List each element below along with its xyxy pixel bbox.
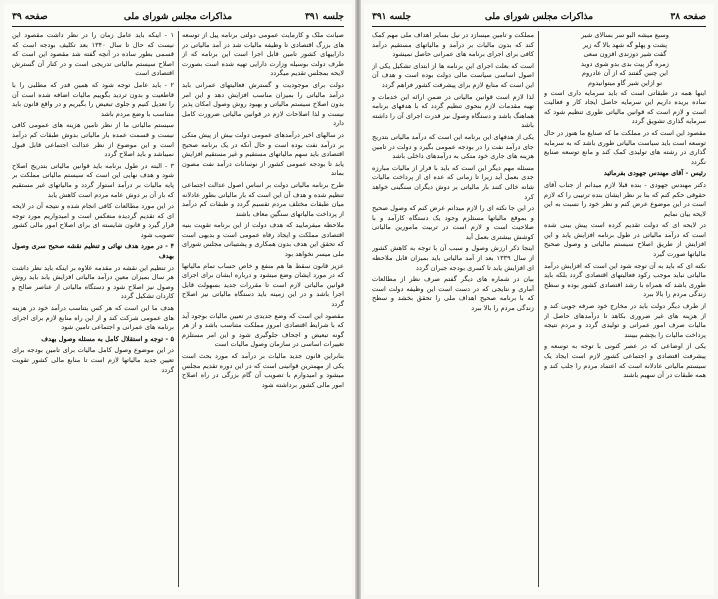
header-rule xyxy=(12,26,344,27)
paragraph: لذا لازم است قوانین مالیاتی در ضمن ارائه این خدمات و تهیه مقدمات لازم بنحوی تنظیم گردد که با هدفهای برنامه هماهنگ باشد و دستگاه وصول نیز قدرت اجرای آن را داشته باشد xyxy=(372,92,534,130)
page-39 xyxy=(4,4,352,595)
paragraph: در تنظیم این نقشه در مقدمه علاوه بر اینکه باید نظر داشت هر سال بمیزان معین درآمد مالیاتی افزایش یابد باید روش وصول نیز اصلاح شود و دستگاه مالیاتی از عناصر صالح و کاردان تشکیل گردد xyxy=(12,263,174,301)
paragraph: نکته ای که باید به آن توجه شود این است که افزایش درآمد مالیاتی نباید موجب رکود فعالیتهای اقتصادی گردد بلکه باید طوری باشد که همراه با رشد اقتصادی کشور بوده و سطح زندگی مردم را بالا ببرد xyxy=(544,261,706,299)
paragraph: یکی از هدفهای این برنامه این است که درآمد مالیاتی بتدریج جای درآمد نفت را در بودجه عمومی بگیرد و دولت در تامین هزینه های جاری خود متکی به درآمدهای داخلی باشد xyxy=(372,132,534,161)
text-column-right xyxy=(182,31,344,589)
paragraph: طرح برنامه مالیاتی دولت بر اساس اصول عدالت اجتماعی تنظیم شده و هدف آن این است که بار مالیاتی بطور عادلانه میان طبقات مختلف مردم تقسیم گردد و طبقات کم درآمد از پرداخت مالیاتهای سنگین معاف باشند xyxy=(182,180,344,218)
page-header xyxy=(372,10,706,24)
poem-line: تو ازاین شیر گاو میتوانیدوم xyxy=(587,78,663,87)
text-column-left xyxy=(12,31,174,589)
speaker-line: رئیس - آقای مهندس جهودی بفرمائید xyxy=(603,169,706,178)
paragraph: دکتر مهندس جهودی - بنده قبلا لازم میدانم از جناب آقای حقوقی حکم کنم که بنا بر نظر ایشان بنده ترتیبی را که لازم است در این موضوع عرض کنم و نظر خود را نسبت به این لایحه بیان نمایم xyxy=(544,180,706,218)
paragraph: در این جا نکته ای را لازم میدانم عرض کنم که وصول صحیح و بموقع مالیاتها مستلزم وجود یک دستگاه کارآمد و با صلاحیت است و لازم است در تربیت مامورین مالیاتی کوشش بیشتری بعمل آید xyxy=(372,204,534,241)
header-page-number: صفحه ۳۹ xyxy=(12,12,48,22)
paragraph: مسئله مهم دیگر این است که باید با فرار از مالیات مبارزه جدی بعمل آید زیرا تا زمانی که عده ای از پرداخت مالیات شانه خالی کنند بار مالیاتی بر دوش دیگران سنگینی خواهد کرد xyxy=(372,163,534,201)
text-column-right xyxy=(544,31,706,589)
header-title: مذاکرات مجلس شورای ملی xyxy=(484,12,594,22)
paragraph: دولت برای موجودیت و گسترش فعالیتهای عمرانی باید درآمد مالیاتی را بمیزان مناسب افزایش دهد و این امر بدون اصلاح سیستم مالیاتی و بهبود روش وصول امکان پذیر نیست و لذا اصلاحات لازم در قوانین مالیاتی ضرورت کامل دارد xyxy=(182,80,344,128)
header-session: جلسه ۳۹۱ xyxy=(372,12,412,22)
paragraph: یکی از اوضاعی که در عصر کنونی با توجه به توسعه و پیشرفت اقتصادی و اجتماعی کشور لازم است ایجاد یک سیستم مالیاتی عادلانه است که اعتماد مردم را جلب کند و همه طبقات در آن سهیم باشند xyxy=(544,342,706,380)
poem-line: زمره گز پیت بدی بدو شوی دوید xyxy=(581,59,669,68)
paragraph: در سالهای اخیر درآمدهای عمومی دولت بیش از پیش متکی بر درآمد نفت بوده است و حال آنکه در یک برنامه صحیح اقتصادی باید سهم مالیاتهای مستقیم و غیر مستقیم افزایش یابد تا بودجه عمومی کشور از نوسانات درآمد نفت مصون بماند xyxy=(182,130,344,178)
paragraph: سیستم مالیاتی ما از نظر تامین هزینه های عمومی کافی نیست و قسمت عمده بار مالیاتی بدوش طبقات کم درآمد است و این موضوع از نظر عدالت اجتماعی قابل قبول نمیباشد و باید اصلاح گردد xyxy=(12,121,174,159)
column-divider xyxy=(178,31,179,587)
poem-line: پشت و پهلو گه شهد بالا گه زیر xyxy=(582,40,668,49)
paragraph: ۳ - البته در طول برنامه باید قوانین مالیاتی بتدریج اصلاح شود و هدف نهایی این است که سیستم مالیاتی مملکت بر پایه مالیات بر درآمد استوار گردد و مالیاتهای غیر مستقیم که بار آن بر دوش عامه مردم است کاهش یابد xyxy=(12,161,174,199)
section-heading: ۵ - توجه و استقلال کامل به مسئله وصول بهدف xyxy=(41,334,174,343)
book-gutter xyxy=(355,0,361,599)
section-heading: ۴ - در مورد هدف نهائی و تنظیم نقشه صحیح سری وصول بهدف xyxy=(12,242,174,261)
page-header xyxy=(12,10,344,24)
paragraph: در این مورد مطالعات کافی انجام شده و نتیجه آن در لایحه ای که تقدیم گردیده منعکس است و امیدواریم مورد توجه قرار گیرد و قانون شایسته ای برای اصلاح امور مالی کشور تصویب شود xyxy=(12,202,174,239)
text-column-left xyxy=(372,31,534,589)
header-rule xyxy=(372,26,706,27)
paragraph: است که بعلت اجرای این برنامه ها از ابتدای تشکیل یکی از اصول اساسی سیاست مالی دولت بوده است و هدف آن این است که منابع لازم برای پیشرفت کشور فراهم گردد xyxy=(372,61,534,89)
paragraph: ۲ - باید عامل توجه شود که همین قدر که مطلبی را با قاطعیت و بدون تردید بگوییم مالیات اضافه شده است آن را تعدیل کنیم و جلوی تبعیض را بگیریم و در واقع قانون باید متناسب با وضع مردم باشد xyxy=(12,80,174,118)
paragraph: ملاحظه میفرمایید که هدف دولت از این برنامه تقویت بنیه اقتصادی مملکت و ایجاد رفاه عمومی است و بدیهی است که تحقق این هدف بدون همکاری و پشتیبانی مجلس شورای ملی میسر نخواهد بود xyxy=(182,221,344,259)
paragraph: صیانت ملک و کارمایت عمومی دولتی برنامه پیل از توسعه های بزرگ اقتصادی تا وظیفه مالیات شد در آمد مالیاتی در داراییهای کشور تامین قابل اجرا است این برنامه که از طرف دولت بوسیله وزارت دارایی تهیه شده است بصورت لایحه بمجلس تقدیم میگردد xyxy=(182,31,344,78)
page-38 xyxy=(364,4,714,595)
paragraph: در این موضوع وصول کامل مالیات برای تامین بودجه برای تعیین جدید مالیاتها لازم است تا منابع مالی کشور تقویت گردد xyxy=(12,346,174,374)
paragraph: هدف ما این است که هر کس بتناسب درآمد خود در هزینه های عمومی شرکت کند و از این راه منابع لازم برای اجرای برنامه های عمرانی و اجتماعی تامین شود xyxy=(12,304,174,332)
paragraph: از طرف دیگر دولت باید در مخارج خود صرفه جویی کند و از هزینه های غیر ضروری بکاهد تا درآمدهای حاصل از مالیات صرف امور عمرانی و تولیدی گردد و مردم نتیجه پرداخت مالیات را بچشم ببینند xyxy=(544,302,706,339)
paragraph: مقصود این است که وضع جدیدی در تعیین مالیات بوجود آید که با شرایط اقتصادی امروز مملکت متناسب باشد و از هر گونه تبعیض و اجحاف جلوگیری شود و این امر مستلزم تغییرات اساسی در سازمان وصول مالیات است xyxy=(182,311,344,349)
column-divider xyxy=(538,31,539,587)
poem-line: این چنین گفتند که از آن عادروم xyxy=(582,69,668,78)
header-title: مذاکرات مجلس شورای ملی xyxy=(123,12,233,22)
header-session: جلسه ۳۹۱ xyxy=(304,12,344,22)
header-page-number: صفحه ۳۸ xyxy=(670,12,706,22)
paragraph: عزیز قانون سقط ها هم منفع و خاص حساب تمام مالیاتها که در مورد ایشان وضع میشود و درباره ایشان برای اجرای قوانین مالیاتی لازم است تا مقررات جدید بسهولت قابل اجرا باشد و در این زمینه باید دستگاه مالیاتی نیز اصلاح گردد xyxy=(182,261,344,309)
poem-line: گفت شیر دوزندی افزون سعی xyxy=(583,50,667,59)
poem-line: وسیع میشه البو سر بسالای شیر xyxy=(581,31,669,39)
poem-block xyxy=(544,31,706,89)
paragraph: مقصود این است که در مملکت ما که صنایع ما هنوز در حال توسعه است باید سیاست مالیاتی طوری باشد که به سرمایه گذاری در رشته های تولیدی کمک کند و مانع توسعه صنایع نگردد xyxy=(544,128,706,166)
paragraph: مملکت و تامین میسازد در نیل بسایر اهداف ملی مهم کمک کند که بدون مالیات بر درآمد و مالیاتهای مستقیم درآمد کافی برای اجرای برنامه های عمرانی حاصل نمیشود xyxy=(372,31,534,59)
paragraph: بیان در شماره های دیگر گفتم صرف نظر از مطالعات آماری و نتایجی که در دست است این وظیفه دولت است که با برنامه صحیح اهداف ملی را تحقق بخشد و سطح زندگی مردم را بالا ببرد xyxy=(372,275,534,313)
paragraph: بنابراین قانون جدید مالیات بر درآمد که مورد بحث است یکی از مهمترین قوانینی است که در این دوره تقدیم مجلس میشود و امیدوارم با تصویب آن گام بزرگی در راه اصلاح امور مالی کشور برداشته شود xyxy=(182,352,344,389)
paragraph: در لایحه ای که دولت تقدیم کرده است پیش بینی شده است که درآمد مالیاتی در طول برنامه افزایش یابد و این افزایش از طریق اصلاح سیستم مالیاتی و وصول صحیح مالیاتها صورت گیرد xyxy=(544,221,706,259)
paragraph: اینها همه در طبقاتی است که باید سرمایه داری است و ساده بریده داریم این سرمایه حاصل ایجاد کار و فعالیت است و لازم است که قوانین مالیاتی طوری تنظیم شود که سرمایه گذاری تشویق گردد xyxy=(544,88,706,126)
paragraph: اینجا ذکر ارزش وصول و سبب آن با توجه به کاهش کشور از سال ۱۳۳۹ بعد از آمد مالیاتی باید بمیزان قابل ملاحظه ای افزایش یابد تا کسری بودجه جبران گردد xyxy=(372,244,534,272)
paragraph: ۱ - اینکه باید عامل زمان را در نظر داشت مقصود این نیست که حال تا سال ۱۳۴۰ بعد تکلیف بودجه است که قسمی بطور ساده در آنچه گفته شد مقصود این است که اصلاح سیستم مالیاتی تدریجی است و در کنار آن گسترش اقتصادی است xyxy=(12,31,174,78)
